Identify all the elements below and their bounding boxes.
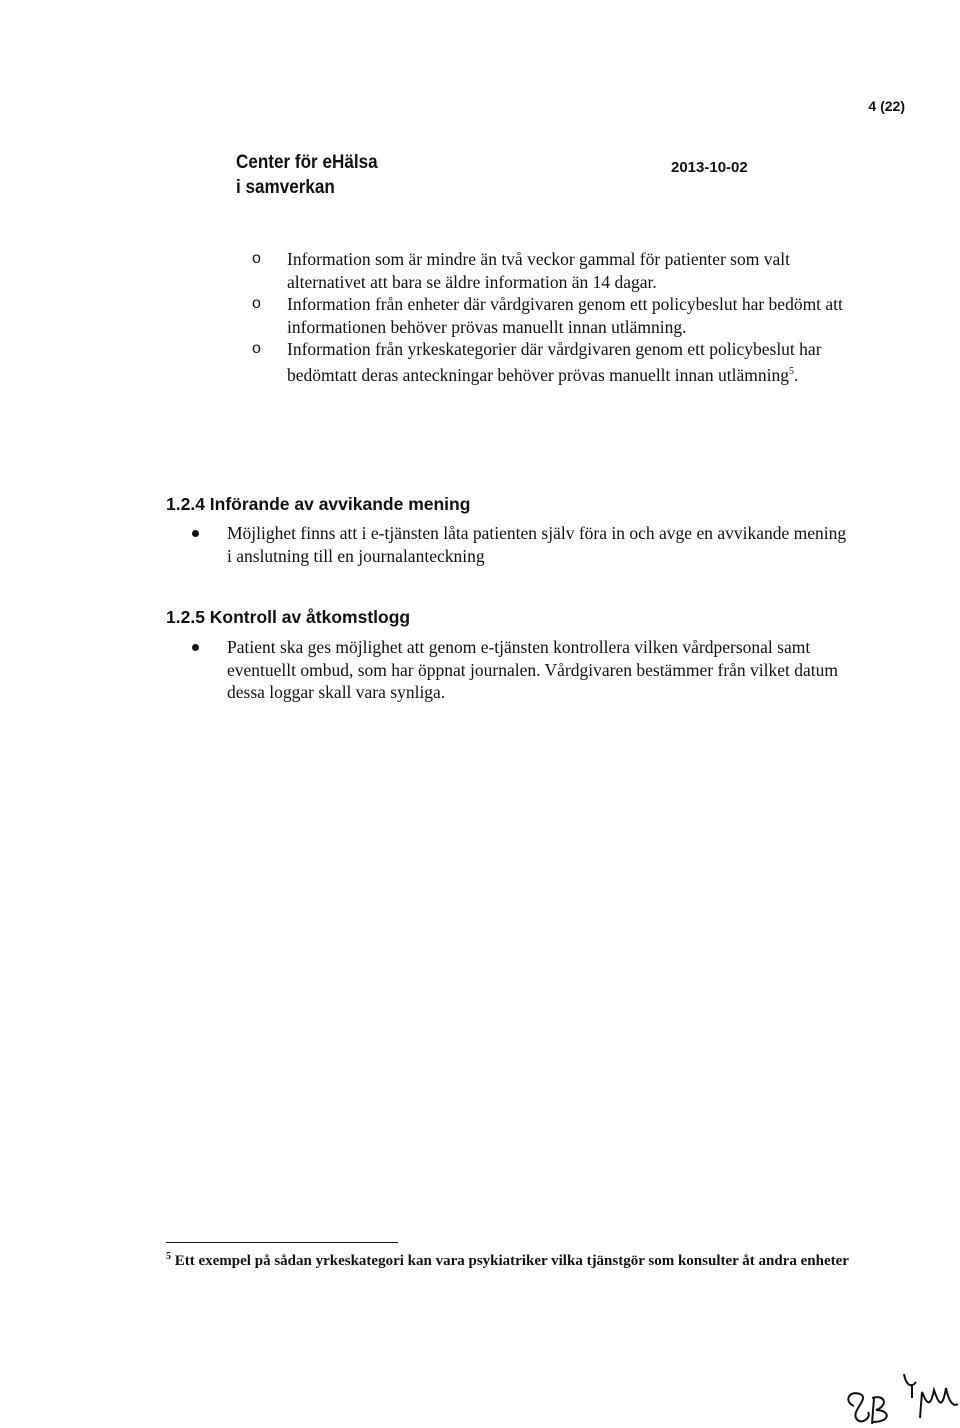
bullet-dot-icon <box>192 644 199 651</box>
sub-list-item <box>252 248 852 293</box>
circle-bullet-icon: o <box>252 295 261 312</box>
sub-list-item <box>252 293 852 338</box>
footnote-reference[interactable]: 5 <box>789 365 794 377</box>
document-date: 2013-10-02 <box>671 159 748 176</box>
organization-name-line-2: i samverkan <box>236 177 335 198</box>
footnote-separator <box>166 1242 398 1243</box>
page-number: 4 (22) <box>868 98 905 114</box>
handwritten-initials <box>842 1368 960 1428</box>
footnote <box>166 1251 849 1270</box>
bullet-text: Patient ska ges möjlighet att genom e-tjänsten kontrollera vilken vårdpersonal samt eventuellt ombud, som har öppnat journalen. Vårdgivaren bestämmer från vilket datum dessa loggar skall vara synliga. <box>227 637 839 702</box>
footnote-text: Ett exempel på sådan yrkeskategori kan vara psykiatriker vilka tjänstgör som konsulter åt andra enheter <box>174 1253 849 1269</box>
footnote-number: 5 <box>166 1251 171 1262</box>
bullet-list <box>190 636 850 704</box>
bullet-text: Möjlighet finns att i e-tjänsten låta patienten själv föra in och avge en avvikande mening i anslutning till en journalanteckning <box>227 523 847 566</box>
sub-list-item-trailing: . <box>794 364 799 385</box>
organization-name-line-1: Center för eHälsa <box>236 152 378 173</box>
section-heading: 1.2.4 Införande av avvikande mening <box>166 494 471 514</box>
sub-list-item-text: Information från yrkeskategorier där vårdgivaren genom ett policybeslut har bedömtatt deras anteckningar behöver prövas manuellt innan utlämning <box>287 339 822 385</box>
sub-item-list <box>252 248 852 386</box>
organization-name <box>236 150 378 200</box>
bullet-list <box>190 522 850 567</box>
bullet-dot-icon <box>192 530 199 537</box>
bullet-list-item <box>190 522 850 567</box>
sub-list-item-text: Information från enheter där vårdgivaren genom ett policybeslut har bedömt att informationen behöver prövas manuellt innan utlämning. <box>287 294 843 337</box>
sub-list-item-text: Information som är mindre än två veckor gammal för patienter som valt alternativet att bara se äldre information än 14 dagar. <box>287 249 790 292</box>
circle-bullet-icon: o <box>252 340 261 357</box>
circle-bullet-icon: o <box>252 250 261 267</box>
sub-list-item <box>252 338 852 386</box>
section-heading: 1.2.5 Kontroll av åtkomstlogg <box>166 607 411 627</box>
bullet-list-item <box>190 636 850 704</box>
